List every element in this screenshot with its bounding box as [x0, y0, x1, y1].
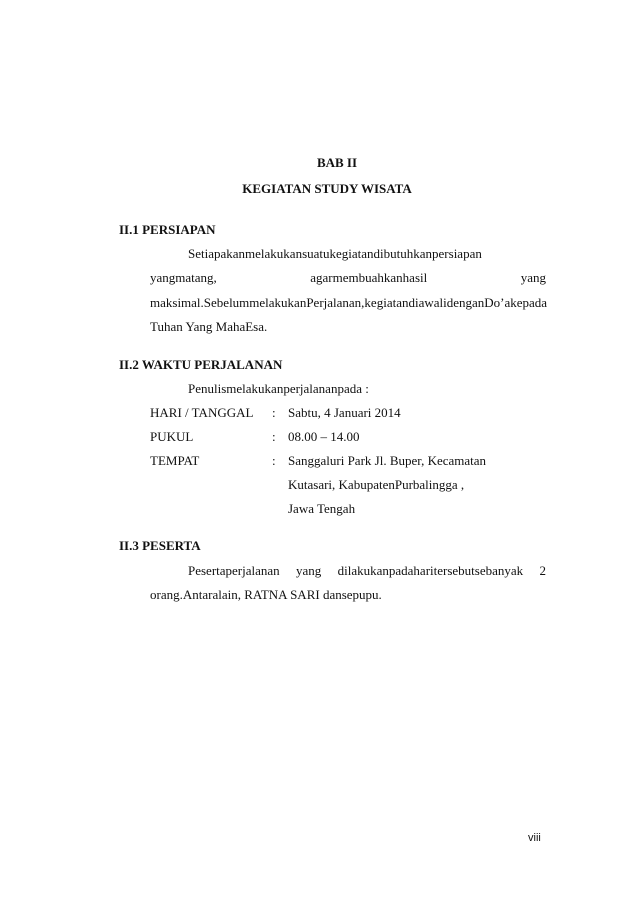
row-value-place: Sanggaluri Park Jl. Buper, Kecamatan: [288, 453, 487, 468]
paragraph-line: orang.Antaralain, RATNA SARI dansepupu.: [150, 587, 382, 602]
intro-line: Penulismelakukanperjalananpada :: [188, 381, 369, 396]
word: agarmembuahkanhasil: [310, 270, 428, 285]
word: yangmatang,: [150, 270, 217, 285]
row-value-place-cont: Kutasari, KabupatenPurbalingga ,: [288, 477, 465, 492]
row-separator: :: [272, 453, 276, 468]
chapter-title: KEGIATAN STUDY WISATA: [242, 181, 412, 196]
section-heading-peserta: II.3 PESERTA: [119, 538, 201, 553]
row-label-place: TEMPAT: [150, 453, 200, 468]
row-label-time: PUKUL: [150, 429, 194, 444]
page-number: viii: [528, 832, 541, 844]
paragraph-line: Tuhan Yang MahaEsa.: [150, 319, 268, 334]
section-heading-persiapan: II.1 PERSIAPAN: [119, 222, 216, 237]
row-value-date: Sabtu, 4 Januari 2014: [288, 405, 401, 420]
word: Pesertaperjalanan: [188, 563, 280, 578]
row-value-place-cont: Jawa Tengah: [288, 501, 356, 516]
paragraph-line-justified: [150, 270, 546, 286]
row-separator: :: [272, 405, 276, 420]
row-label-date: HARI / TANGGAL: [150, 405, 254, 420]
word: yang: [296, 563, 322, 578]
paragraph-line: maksimal.SebelummelakukanPerjalanan,kegiatandiawalidenganDo’akepada: [150, 295, 548, 310]
word: yang: [520, 270, 546, 285]
row-separator: :: [272, 429, 276, 444]
paragraph-line-justified: [188, 563, 546, 579]
word: dilakukanpadaharitersebutsebanyak: [337, 563, 524, 578]
section-heading-waktu: II.2 WAKTU PERJALANAN: [119, 357, 283, 372]
row-value-time: 08.00 – 14.00: [288, 429, 360, 444]
word: 2: [539, 563, 546, 578]
paragraph-line: Setiapakanmelakukansuatukegiatandibutuhkanpersiapan: [188, 246, 482, 261]
chapter-number: BAB II: [316, 155, 358, 170]
